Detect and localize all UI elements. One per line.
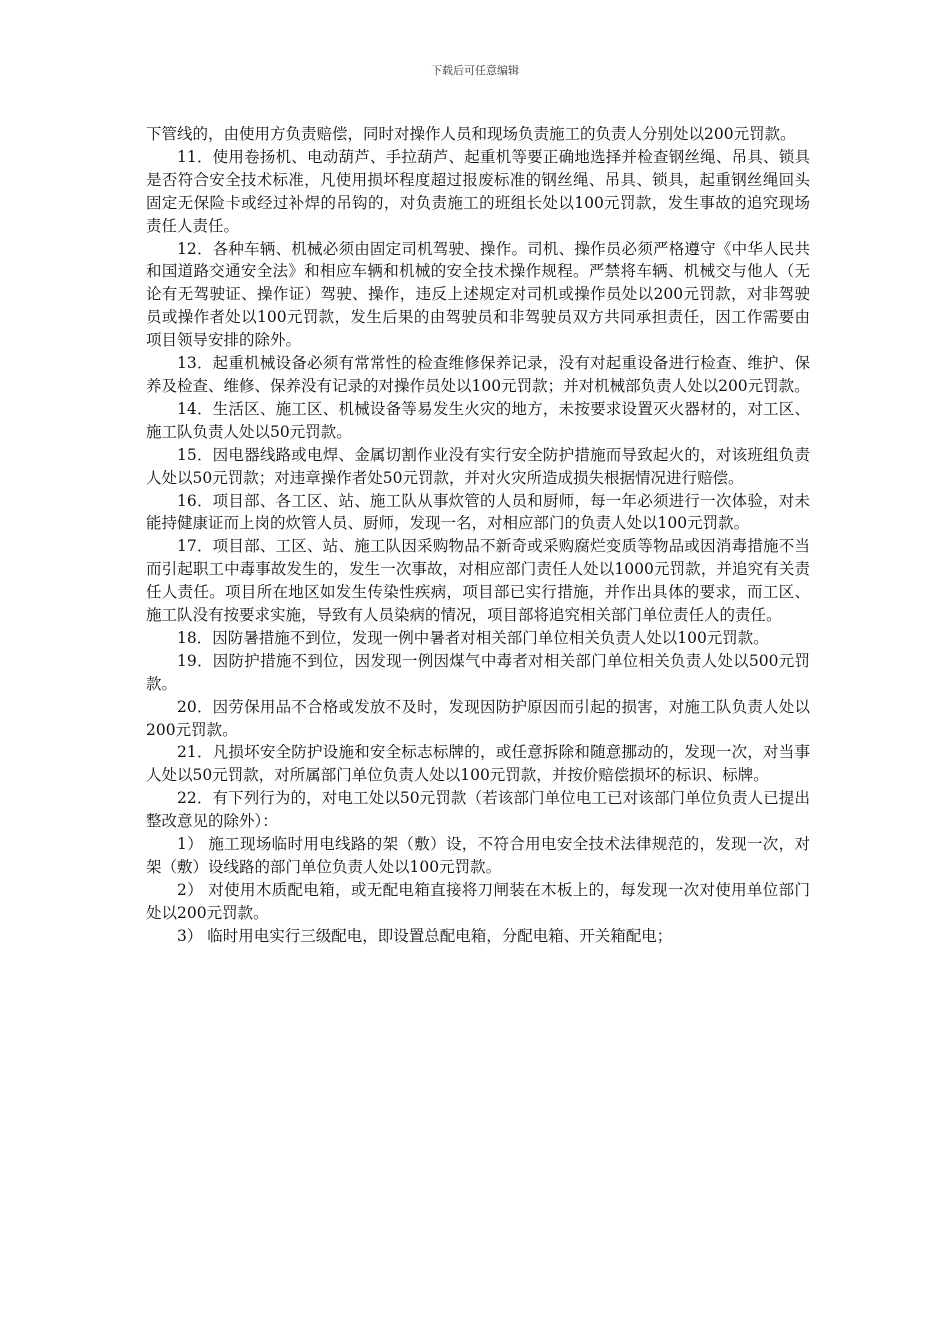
- page-header: 下载后可任意编辑: [431, 64, 519, 77]
- paragraph-subitem-3: 3） 临时用电实行三级配电，即设置总配电箱，分配电箱、开关箱配电；: [177, 926, 673, 945]
- paragraph-item-12: 12．各种车辆、机械必须由固定司机驾驶、操作。司机、操作员必须严格遵守《中华人民共和国道路交通安全法》和相应车辆和机械的安全技术操作规程。严禁将车辆、机械交与他人（无论有无驾驶证、操作证）驾驶、操作，违反上述规定对司机或操作员处以200元罚款，对非驾驶员或操作者处以100元罚款，发生后果的由驾驶员和非驾驶员双方共同承担责任，因工作需要由项目领导安排的除外。: [146, 239, 810, 350]
- paragraph-item-21: 21．凡损坏安全防护设施和安全标志标牌的，或任意拆除和随意挪动的，发现一次，对当事人处以50元罚款，对所属部门单位负责人处以100元罚款，并按价赔偿损坏的标识、标牌。: [146, 743, 810, 785]
- paragraph-item-17: 17．项目部、工区、站、施工队因采购物品不新奇或采购腐烂变质等物品或因消毒措施不当而引起职工中毒事故发生的，发生一次事故，对相应部门责任人处以1000元罚款，并追究有关责任人责任。项目所在地区如发生传染性疾病，项目部已实行措施，并作出具体的要求，而工区、施工队没有按要求实施，导致有人员染病的情况，项目部将追究相关部门单位责任人的责任。: [146, 537, 810, 625]
- paragraph-subitem-2: 2） 对使用木质配电箱，或无配电箱直接将刀闸装在木板上的，每发现一次对使用单位部门处以200元罚款。: [146, 880, 810, 922]
- paragraph-item-18: 18．因防暑措施不到位，发现一例中暑者对相关部门单位相关负责人处以100元罚款。: [177, 628, 769, 647]
- paragraph-item-22: 22．有下列行为的，对电工处以50元罚款（若该部门单位电工已对该部门单位负责人已提出整改意见的除外）：: [146, 789, 810, 831]
- paragraph-item-16: 16．项目部、各工区、站、施工队从事炊管的人员和厨师，每一年必须进行一次体验，对未能持健康证而上岗的炊管人员、厨师，发现一名，对相应部门的负责人处以100元罚款。: [146, 491, 810, 533]
- paragraph-item-20: 20．因劳保用品不合格或发放不及时，发现因防护原因而引起的损害，对施工队负责人处以200元罚款。: [146, 697, 810, 739]
- paragraph-continued: 下管线的，由使用方负责赔偿，同时对操作人员和现场负责施工的负责人分别处以200元罚款。: [146, 125, 796, 143]
- paragraph-item-11: 11．使用卷扬机、电动葫芦、手拉葫芦、起重机等要正确地选择并检查钢丝绳、吊具、锁具是否符合安全技术标准，凡使用损坏程度超过报废标准的钢丝绳、吊具、锁具，起重钢丝绳回头固定无保险卡或经过补焊的吊钩的，对负责施工的班组长处以100元罚款，发生事故的追究现场责任人责任。: [146, 147, 810, 235]
- paragraph-item-13: 13．起重机械设备必须有常常性的检查维修保养记录，没有对起重设备进行检查、维护、保养及检查、维修、保养没有记录的对操作员处以100元罚款；并对机械部负责人处以200元罚款。: [146, 354, 810, 395]
- paragraph-item-15: 15．因电器线路或电焊、金属切割作业没有实行安全防护措施而导致起火的，对该班组负责人处以50元罚款；对违章操作者处50元罚款，并对火灾所造成损失根据情况进行赔偿。: [146, 445, 810, 487]
- paragraph-item-14: 14．生活区、施工区、机械设备等易发生火灾的地方，未按要求设置灭火器材的，对工区、施工队负责人处以50元罚款。: [146, 399, 810, 441]
- paragraph-subitem-1: 1） 施工现场临时用电线路的架（敷）设，不符合用电安全技术法律规范的，发现一次，对架（敷）设线路的部门单位负责人处以100元罚款。: [146, 835, 810, 876]
- paragraph-item-19: 19．因防护措施不到位，因发现一例因煤气中毒者对相关部门单位相关负责人处以500元罚款。: [146, 651, 810, 693]
- document-body: [146, 123, 810, 948]
